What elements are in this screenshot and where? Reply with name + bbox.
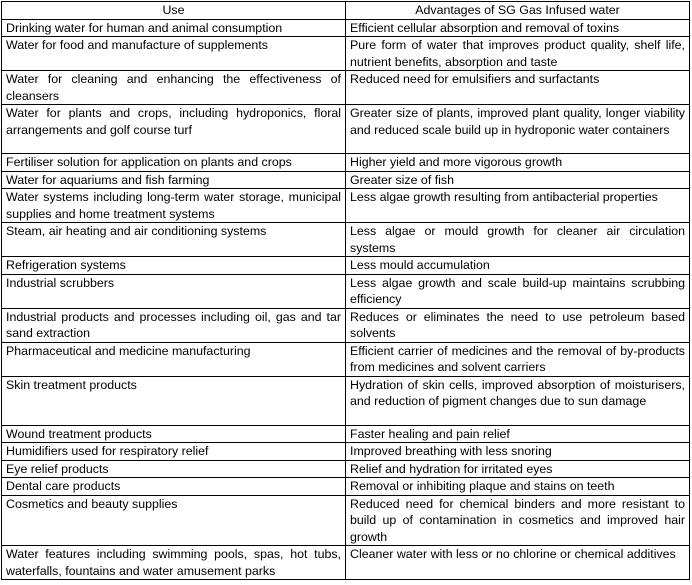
advantage-cell: Hydration of skin cells, improved absorption of moisturisers, and reduction of pigment changes due to sun damage [346,376,690,425]
table-row [2,19,690,37]
advantage-cell: Greater size of fish [346,171,690,189]
table-row [2,223,690,257]
use-cell: Cosmetics and beauty supplies [2,495,346,546]
advantage-cell: Less mould accumulation [346,257,690,275]
advantage-cell: Faster healing and pain relief [346,425,690,443]
advantage-cell: Higher yield and more vigorous growth [346,154,690,172]
advantage-cell: Less algae or mould growth for cleaner air circulation systems [346,223,690,257]
advantage-cell: Less algae growth and scale build-up maintains scrubbing efficiency [346,274,690,308]
advantage-cell: Less algae growth resulting from antibacterial properties [346,189,690,223]
advantage-cell: Reduced need for chemical binders and more resistant to build up of contamination in cosmetics and improved hair growth [346,495,690,546]
use-cell: Drinking water for human and animal consumption [2,19,346,37]
use-cell: Steam, air heating and air conditioning systems [2,223,346,257]
use-cell: Fertiliser solution for application on plants and crops [2,154,346,172]
table-row [2,495,690,546]
table-row [2,308,690,342]
table-row [2,460,690,478]
advantage-cell: Pure form of water that improves product quality, shelf life, nutrient benefits, absorption and taste [346,37,690,71]
use-cell: Skin treatment products [2,376,346,425]
use-cell: Eye relief products [2,460,346,478]
use-cell: Humidifiers used for respiratory relief [2,443,346,461]
table-row [2,274,690,308]
table-row [2,257,690,275]
table-row [2,105,690,154]
header-advantages: Advantages of SG Gas Infused water [346,2,690,20]
table-row [2,478,690,496]
use-cell: Water for plants and crops, including hydroponics, floral arrangements and golf course turf [2,105,346,154]
table-row [2,189,690,223]
table-row [2,425,690,443]
use-cell: Pharmaceutical and medicine manufacturing [2,342,346,376]
use-cell: Industrial scrubbers [2,274,346,308]
use-cell: Dental care products [2,478,346,496]
table-row [2,443,690,461]
use-cell: Water for cleaning and enhancing the effectiveness of cleansers [2,71,346,105]
uses-advantages-table [1,1,690,580]
use-cell: Water systems including long-term water storage, municipal supplies and home treatment systems [2,189,346,223]
table-row [2,342,690,376]
table-row [2,37,690,71]
table-row [2,376,690,425]
advantage-cell: Reduced need for emulsifiers and surfactants [346,71,690,105]
advantage-cell: Efficient cellular absorption and removal of toxins [346,19,690,37]
use-cell: Water features including swimming pools, spas, hot tubs, waterfalls, fountains and water amusement parks [2,546,346,580]
advantage-cell: Removal or inhibiting plaque and stains on teeth [346,478,690,496]
use-cell: Refrigeration systems [2,257,346,275]
table-row [2,546,690,580]
use-cell: Water for food and manufacture of supplements [2,37,346,71]
header-use: Use [2,2,346,20]
advantage-cell: Relief and hydration for irritated eyes [346,460,690,478]
advantage-cell: Reduces or eliminates the need to use petroleum based solvents [346,308,690,342]
advantage-cell: Efficient carrier of medicines and the removal of by-products from medicines and solvent carriers [346,342,690,376]
advantage-cell: Improved breathing with less snoring [346,443,690,461]
table-row [2,154,690,172]
advantage-cell: Cleaner water with less or no chlorine or chemical additives [346,546,690,580]
use-cell: Industrial products and processes including oil, gas and tar sand extraction [2,308,346,342]
use-cell: Wound treatment products [2,425,346,443]
advantage-cell: Greater size of plants, improved plant quality, longer viability and reduced scale build up in hydroponic water containers [346,105,690,154]
table-header-row [2,2,690,20]
table-row [2,71,690,105]
table-row [2,171,690,189]
use-cell: Water for aquariums and fish farming [2,171,346,189]
